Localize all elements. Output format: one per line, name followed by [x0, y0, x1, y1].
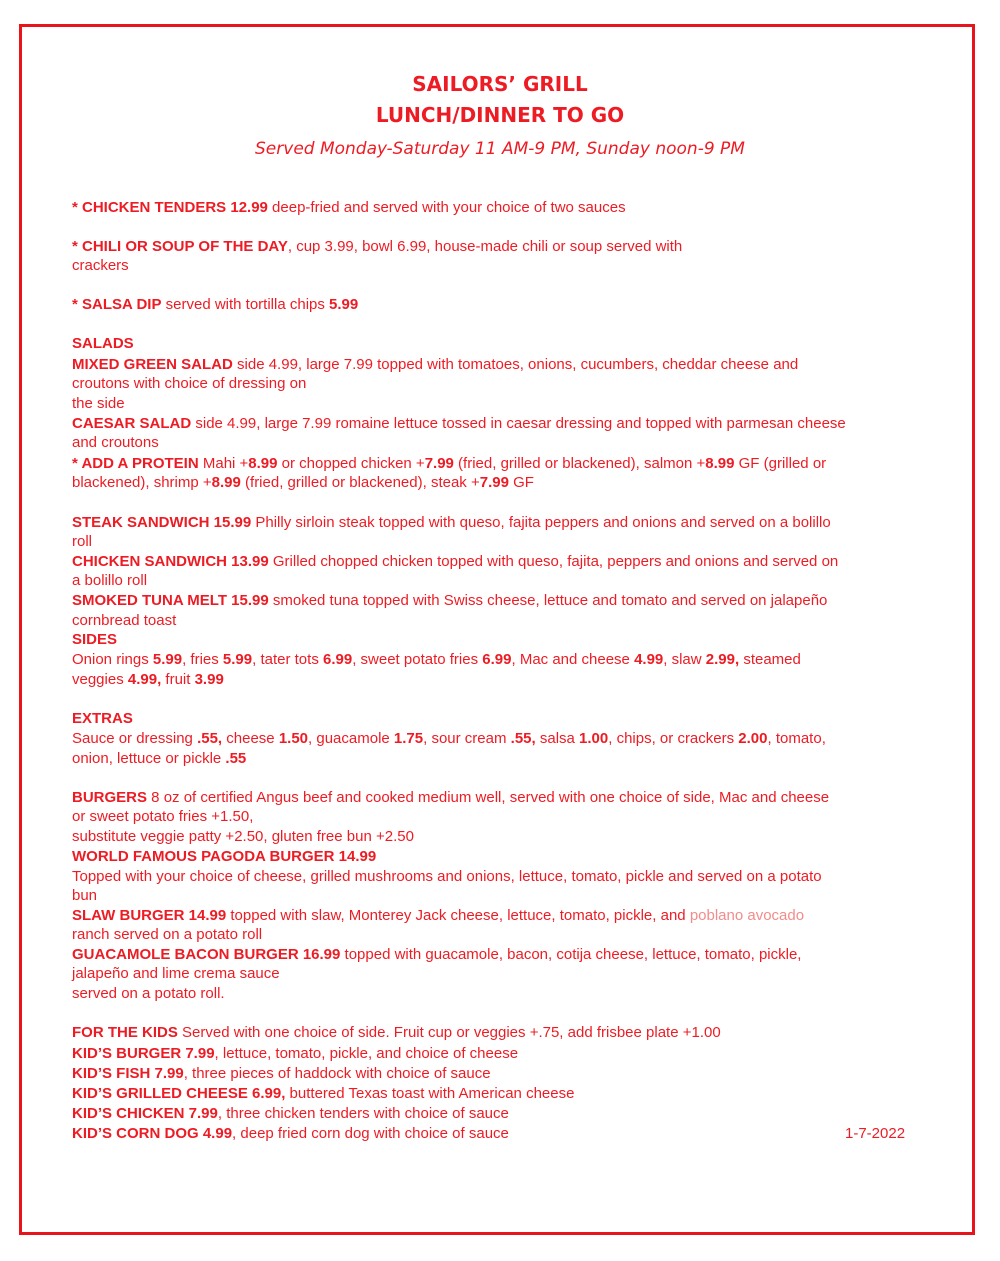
menu-line [72, 984, 225, 1004]
menu-line-text: jalapeño and lime crema sauce [72, 965, 280, 982]
menu-line-text: buttered Texas toast with American cheese [285, 1085, 575, 1102]
menu-line-bold-text: CHICKEN SANDWICH 13.99 [72, 553, 269, 570]
menu-line [72, 847, 376, 867]
menu-line-bold-text: * ADD A PROTEIN [72, 455, 199, 472]
menu-line-text: blackened), shrimp + [72, 474, 212, 491]
menu-line-text: salsa [535, 730, 580, 747]
menu-line-text: veggies [72, 671, 128, 688]
menu-line [72, 964, 280, 984]
menu-line-text: , Mac and cheese [511, 651, 635, 668]
menu-line-text: the side [72, 395, 125, 412]
menu-line-text: roll [72, 533, 93, 550]
menu-line-bold-text: KID’S GRILLED CHEESE 6.99, [72, 1085, 286, 1102]
menu-line [72, 433, 159, 453]
menu-line-bold-text: .55, [510, 730, 536, 747]
menu-line-bold-text: 1.00 [579, 730, 609, 747]
menu-line-text: croutons with choice of dressing on [72, 375, 307, 392]
menu-line [72, 630, 117, 650]
menu-line-bold-text: KID’S FISH 7.99 [72, 1065, 184, 1082]
menu-line-text: , sweet potato fries [352, 651, 483, 668]
menu-line-text: topped with guacamole, bacon, cotija cheese, lettuce, tomato, pickle, [340, 946, 802, 963]
menu-line [72, 807, 253, 827]
menu-line-bold-text: SMOKED TUNA MELT 15.99 [72, 592, 269, 609]
menu-line-text: side 4.99, large 7.99 topped with tomatoes, onions, cucumbers, cheddar cheese and [232, 356, 799, 373]
menu-line-text: (fried, grilled or blackened), steak + [240, 474, 480, 491]
menu-line-text: ranch served on a potato roll [72, 926, 263, 943]
menu-line-text: , chips, or crackers [608, 730, 739, 747]
menu-line-text: served with tortilla chips [161, 296, 330, 313]
menu-line [72, 1044, 518, 1064]
menu-line-text: Sauce or dressing [72, 730, 198, 747]
menu-line-text: Mahi + [198, 455, 249, 472]
menu-line-bold-text: EXTRAS [72, 710, 133, 727]
menu-line-text: crackers [72, 257, 129, 274]
menu-line [72, 709, 133, 729]
menu-line-text: , tomato, [767, 730, 826, 747]
menu-line [72, 650, 801, 670]
menu-line-bold-text: 6.99 [323, 651, 353, 668]
menu-line-text: , sour cream [423, 730, 511, 747]
menu-line-bold-text: 1.50 [278, 730, 309, 747]
menu-line-bold-text: 3.99 [194, 671, 224, 688]
menu-line-text: , tater tots [252, 651, 323, 668]
menu-line-text: Grilled chopped chicken topped with queso, fajita, peppers and onions and served on [268, 553, 839, 570]
menu-date: 1-7-2022 [845, 1125, 906, 1142]
menu-line-bold-text: SALADS [72, 335, 134, 352]
menu-line [72, 1124, 509, 1144]
menu-line [72, 788, 829, 808]
menu-line-text: onion, lettuce or pickle [72, 750, 226, 767]
menu-line [72, 256, 129, 276]
menu-line-text: Served with one choice of side. Fruit cup or veggies +.75, add frisbee plate +1.00 [177, 1024, 721, 1041]
menu-line-bold-text: STEAK SANDWICH 15.99 [72, 514, 252, 531]
menu-line-text: topped with slaw, Monterey Jack cheese, lettuce, tomato, pickle, and [226, 907, 690, 924]
menu-line-bold-text: 5.99 [222, 651, 253, 668]
menu-line-text: and croutons [72, 434, 159, 451]
menu-line-bold-text: 5.99 [329, 296, 359, 313]
menu-line-bold-text: 8.99 [211, 474, 241, 491]
restaurant-name: SAILORS’ GRILL [412, 72, 588, 96]
menu-line-bold-text: 1.75 [393, 730, 424, 747]
menu-line [72, 867, 822, 887]
menu-title: LUNCH/DINNER TO GO [375, 103, 625, 127]
menu-line-text: cornbread toast [72, 612, 177, 629]
menu-line-text: GF [508, 474, 534, 491]
menu-line-bold-text: BURGERS [72, 789, 148, 806]
menu-line-bold-text: 8.99 [248, 455, 278, 472]
menu-line-text: bun [72, 887, 98, 904]
menu-line-bold-text: KID’S CHICKEN 7.99 [72, 1105, 218, 1122]
menu-line [72, 729, 826, 749]
menu-line-bold-text: * CHILI OR SOUP OF THE DAY [72, 238, 288, 255]
menu-line-bold-text: SIDES [72, 631, 118, 648]
menu-line-text: deep-fried and served with your choice of two sauces [267, 199, 626, 216]
menu-line [72, 611, 176, 631]
menu-line-text: or sweet potato fries +1.50, [72, 808, 254, 825]
menu-line-bold-text: * SALSA DIP [72, 296, 162, 313]
menu-line [72, 374, 306, 394]
menu-line [72, 414, 846, 434]
menu-line [72, 749, 246, 769]
menu-line [72, 198, 626, 218]
menu-line-bold-text: CAESAR SALAD [72, 415, 192, 432]
menu-line-text: , guacamole [308, 730, 394, 747]
menu-line-bold-text: 6.99 [482, 651, 512, 668]
serving-hours: Served Monday-Saturday 11 AM-9 PM, Sunday noon-9 PM [255, 139, 745, 159]
menu-line [72, 473, 534, 493]
menu-line-bold-text: GUACAMOLE BACON BURGER 16.99 [72, 946, 341, 963]
menu-line-text: a bolillo roll [72, 572, 148, 589]
menu-line [72, 237, 682, 257]
menu-line-bold-text: MIXED GREEN SALAD [72, 356, 233, 373]
menu-line-text: , three chicken tenders with choice of sauce [217, 1105, 509, 1122]
menu-line [72, 334, 134, 354]
menu-line [72, 827, 414, 847]
menu-line-text: steamed [739, 651, 801, 668]
menu-line-bold-text: WORLD FAMOUS PAGODA BURGER 14.99 [72, 848, 377, 865]
menu-line-text: fruit [161, 671, 195, 688]
menu-line [72, 591, 827, 611]
menu-line [72, 906, 804, 926]
menu-line [72, 513, 831, 533]
menu-line-bold-text: * CHICKEN TENDERS 12.99 [72, 199, 268, 216]
menu-line [72, 532, 92, 552]
menu-line-text: Onion rings [72, 651, 153, 668]
menu-line-bold-text: SLAW BURGER 14.99 [72, 907, 227, 924]
menu-line-text: Philly sirloin steak topped with queso, fajita peppers and onions and served on a bolillo [251, 514, 831, 531]
menu-line-bold-text: KID’S BURGER 7.99 [72, 1045, 215, 1062]
menu-line [72, 925, 262, 945]
menu-line-text: (fried, grilled or blackened), salmon + [453, 455, 706, 472]
menu-line-bold-text: 2.00 [738, 730, 768, 747]
menu-line-bold-text: .55, [197, 730, 223, 747]
menu-line-text: Topped with your choice of cheese, grilled mushrooms and onions, lettuce, tomato, pickle and served on a potato [72, 868, 822, 885]
menu-line [72, 1064, 491, 1084]
menu-line-bold-text: 7.99 [424, 455, 454, 472]
menu-line [72, 1084, 574, 1104]
menu-line-bold-text: 7.99 [479, 474, 509, 491]
menu-line [72, 886, 97, 906]
menu-line-bold-text: 4.99, [127, 671, 162, 688]
menu-line [72, 454, 826, 474]
menu-line-text: cheese [222, 730, 279, 747]
menu-line-bold-text: 2.99, [705, 651, 740, 668]
menu-line [72, 1104, 509, 1124]
menu-line-bold-text: .55 [225, 750, 247, 767]
menu-line-bold-text: 8.99 [705, 455, 735, 472]
menu-line-bold-text: FOR THE KIDS [72, 1024, 178, 1041]
menu-line-text: side 4.99, large 7.99 romaine lettuce tossed in caesar dressing and topped with parmesan cheese [191, 415, 846, 432]
menu-line-text: smoked tuna topped with Swiss cheese, lettuce and tomato and served on jalapeño [268, 592, 828, 609]
menu-line [72, 552, 838, 572]
menu-line-text: , fries [182, 651, 223, 668]
menu-line [72, 571, 147, 591]
menu-line-text: GF (grilled or [734, 455, 827, 472]
menu-line [72, 1023, 721, 1043]
menu-line [72, 355, 798, 375]
menu-line-text: , three pieces of haddock with choice of sauce [183, 1065, 491, 1082]
menu-line [72, 295, 358, 315]
menu-line-bold-text: 5.99 [152, 651, 183, 668]
menu-line-text: , lettuce, tomato, pickle, and choice of cheese [214, 1045, 519, 1062]
menu-line-bold-text: KID’S CORN DOG 4.99 [72, 1125, 233, 1142]
menu-line-text: served on a potato roll. [72, 985, 225, 1002]
menu-line [72, 670, 224, 690]
menu-line [72, 394, 125, 414]
menu-line [72, 945, 801, 965]
menu-line-text: , deep fried corn dog with choice of sauce [232, 1125, 509, 1142]
menu-line-text: poblano avocado [689, 907, 805, 924]
menu-line-text: 8 oz of certified Angus beef and cooked medium well, served with one choice of side, Mac and cheese [147, 789, 830, 806]
menu-line-text: substitute veggie patty +2.50, gluten free bun +2.50 [72, 828, 414, 845]
menu-line-text: or chopped chicken + [277, 455, 425, 472]
menu-line-text: , slaw [663, 651, 706, 668]
menu-line-bold-text: 4.99 [634, 651, 664, 668]
menu-line-text: , cup 3.99, bowl 6.99, house-made chili or soup served with [287, 238, 683, 255]
